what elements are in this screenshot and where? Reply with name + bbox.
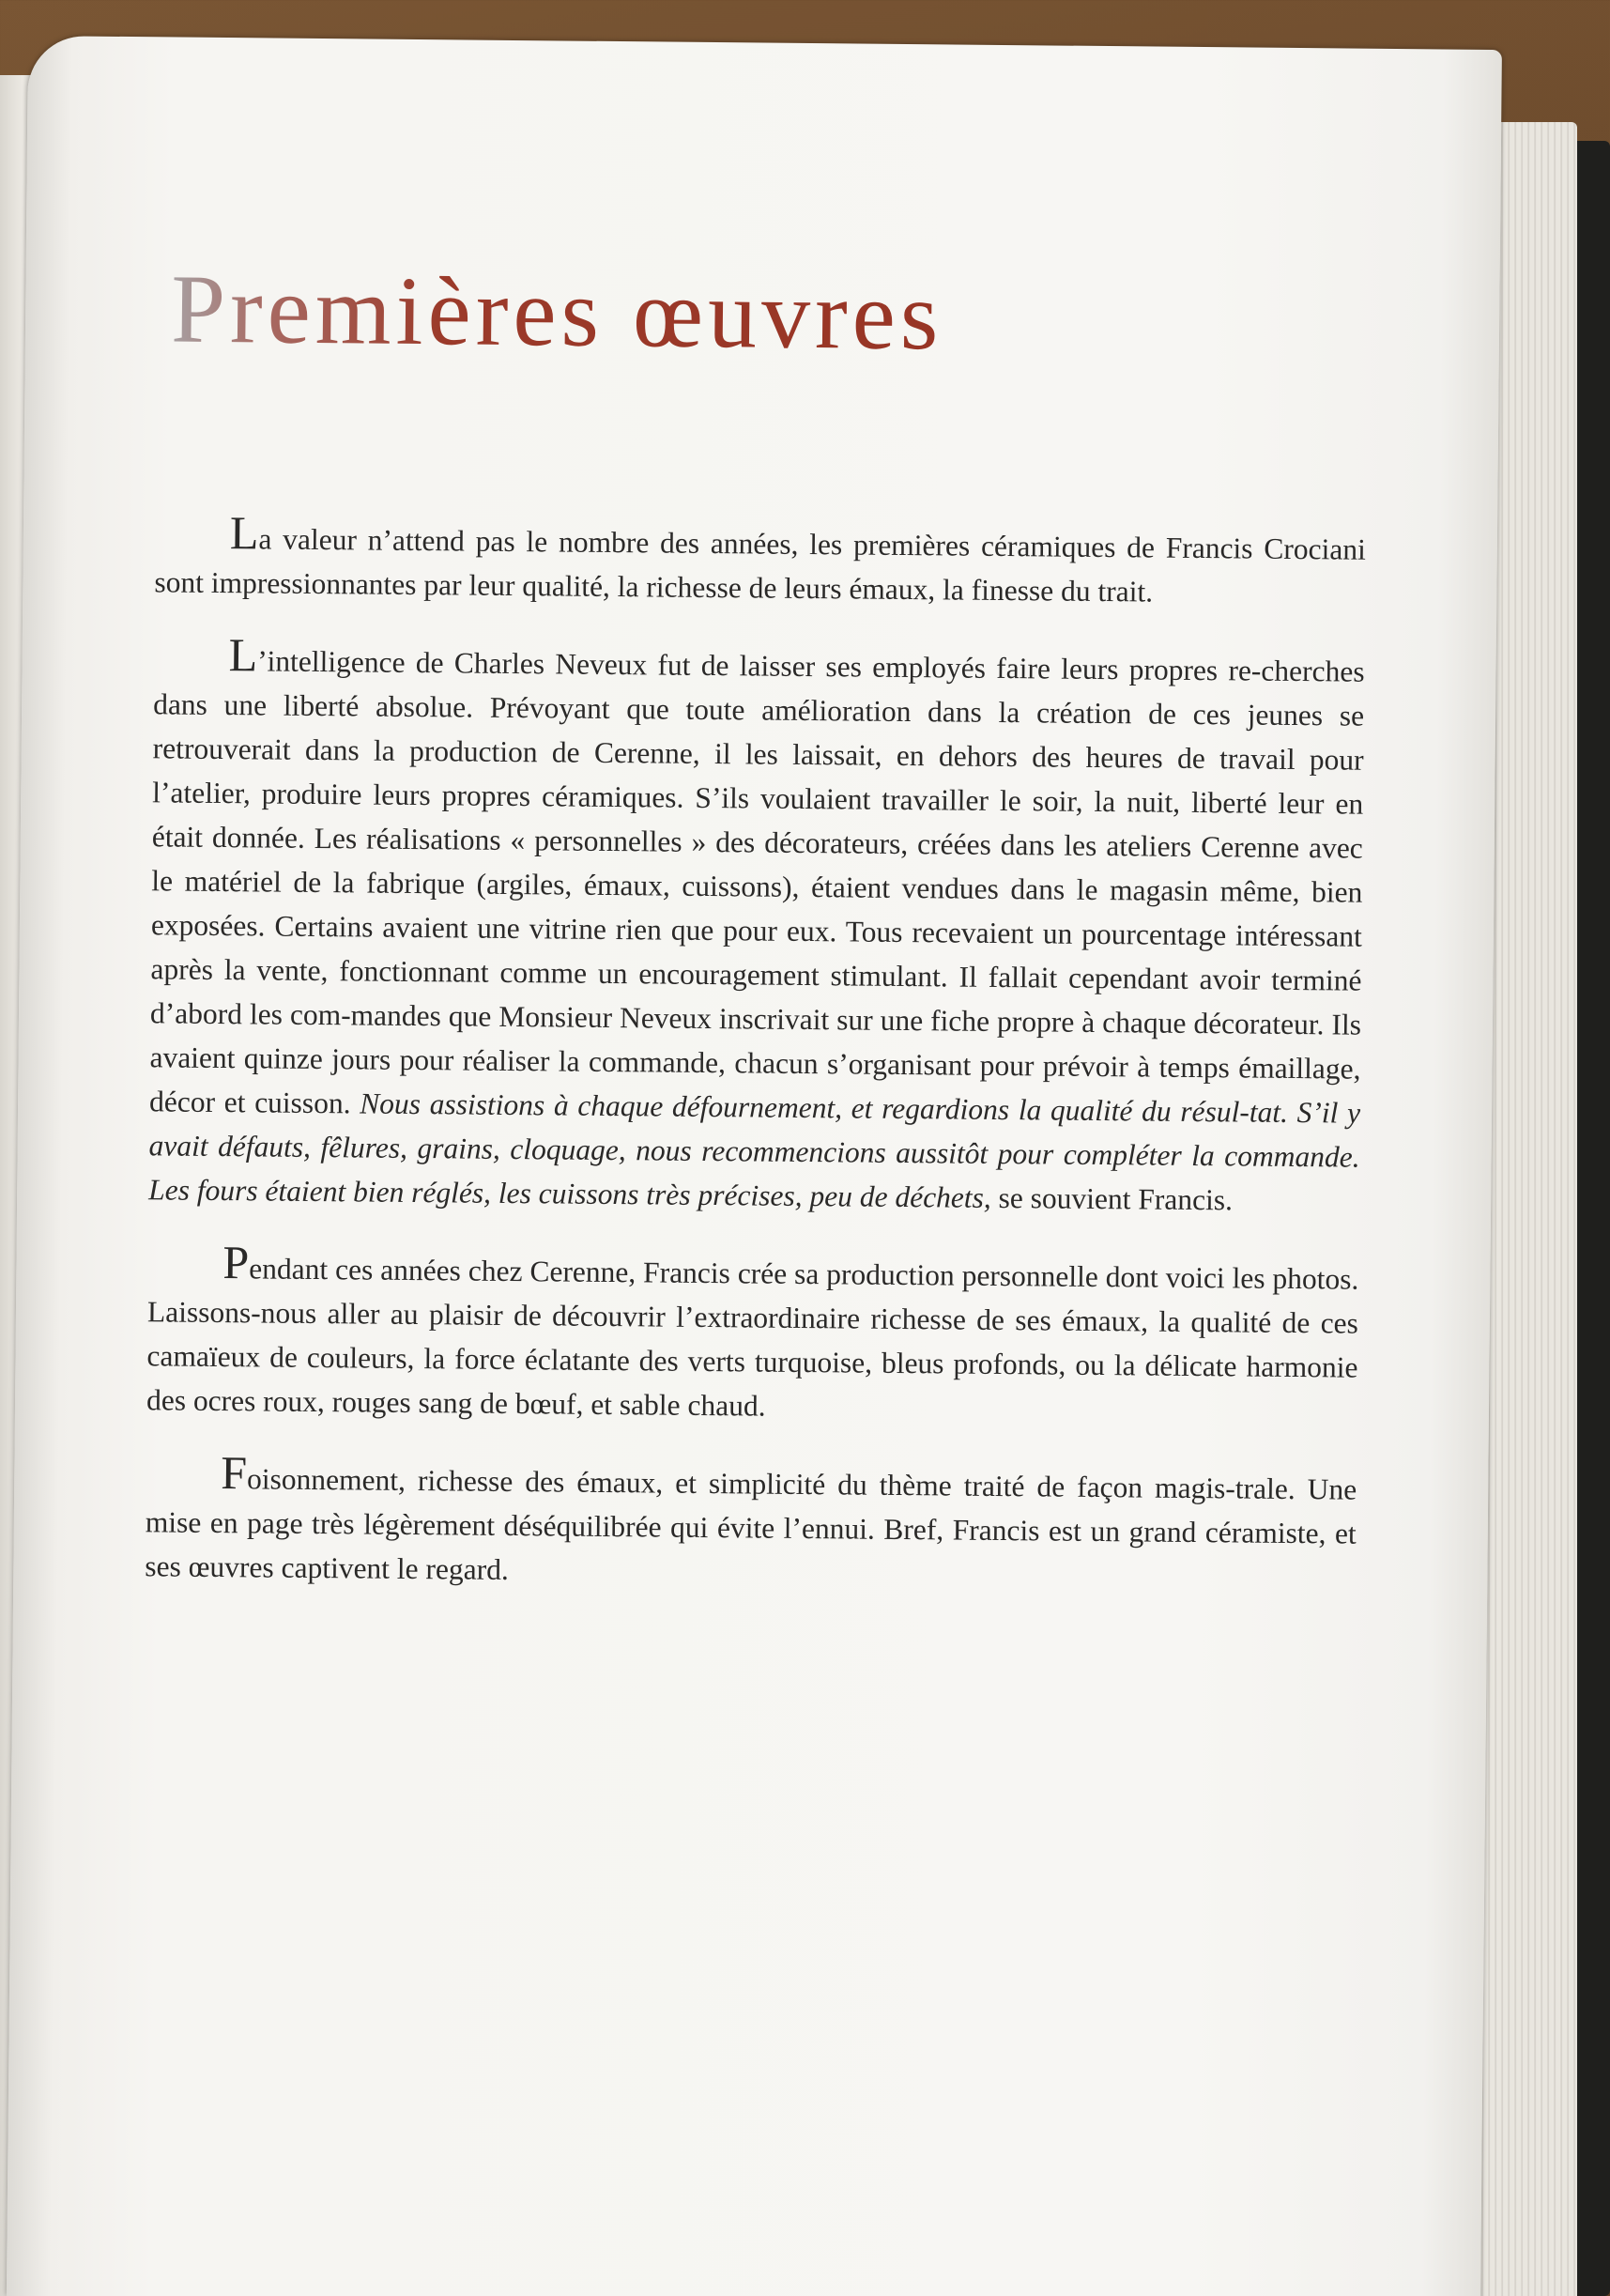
initial-letter: F (221, 1446, 248, 1500)
chapter-title: Premières œuvres (170, 254, 943, 371)
paragraph-text: endant ces années chez Cerenne, Francis crée sa production personnelle dont voici les photos. Laissons-nous aller au plaisir de découvrir l’extraordinaire richesse de ses émaux, la qualité de ces camaïeux de couleurs, la force éclatante des verts turquoise, bleus profonds, ou la délicate harmonie des ocres roux, rouges sang de bœuf, et sable chaud. (146, 1252, 1359, 1423)
paragraph-3 (146, 1236, 1359, 1433)
paragraph-text: ’intelligence de Charles Neveux fut de laisser ses employés faire leurs propres re-cherches dans une liberté absolue. Prévoyant que toute amélioration dans la création de ces jeunes se retrouverait dans la production de Cerenne, il les laissait, en dehors des heures de travail pour l’atelier, produire leurs propres céramiques. S’ils voulaient travailler le soir, la nuit, liberté leur en était donnée. Les réalisations « personnelles » des décorateurs, créées dans les ateliers Cerenne avec le matériel de la fabrique (argiles, émaux, cuissons), étaient vendues dans le magasin même, bien exposées. Certains avaient une vitrine rien que pour eux. Tous recevaient un pourcentage intéressant après la vente, fonctionnant comme un encouragement stimulant. Il fallait cependant avoir terminé d’abord les com-mandes que Monsieur Neveux inscrivait sur une fiche propre à chaque décorateur. Ils avaient quinze jours pour réaliser la commande, chacun s’organisant pour prévoir à temps émaillage, décor et cuisson. (148, 644, 1365, 1120)
initial-letter: L (229, 506, 259, 560)
paragraph-4 (145, 1446, 1357, 1599)
quote-text: Nous assistions à chaque défournement, et regardions la qualité du résul-tat. S’il y avait défauts, fêlures, grains, cloquage, nous recommencions aussitôt pour compléter la commande. Les fours étaient bien réglés, les cuissons très précises, peu de déchets, (148, 1086, 1361, 1214)
paragraph-text-end: se souvient Francis. (990, 1180, 1234, 1217)
paragraph-text: oisonnement, richesse des émaux, et simplicité du thème traité de façon magis-trale. Une mise en page très légèrement déséquilibrée qui évite l’ennui. Bref, Francis est un grand céramiste, et ses œuvres captivent le regard. (145, 1462, 1357, 1586)
book-page (7, 36, 1502, 2296)
initial-letter: P (222, 1236, 250, 1289)
initial-letter: L (228, 628, 258, 682)
paragraph-1 (154, 506, 1366, 615)
paragraph-text: a valeur n’attend pas le nombre des années, les premières céramiques de Francis Crociani sont impressionnantes par leur qualité, la richesse de leurs émaux, la finesse du trait. (154, 522, 1366, 609)
body-text (145, 506, 1366, 1633)
paragraph-2 (148, 628, 1365, 1223)
